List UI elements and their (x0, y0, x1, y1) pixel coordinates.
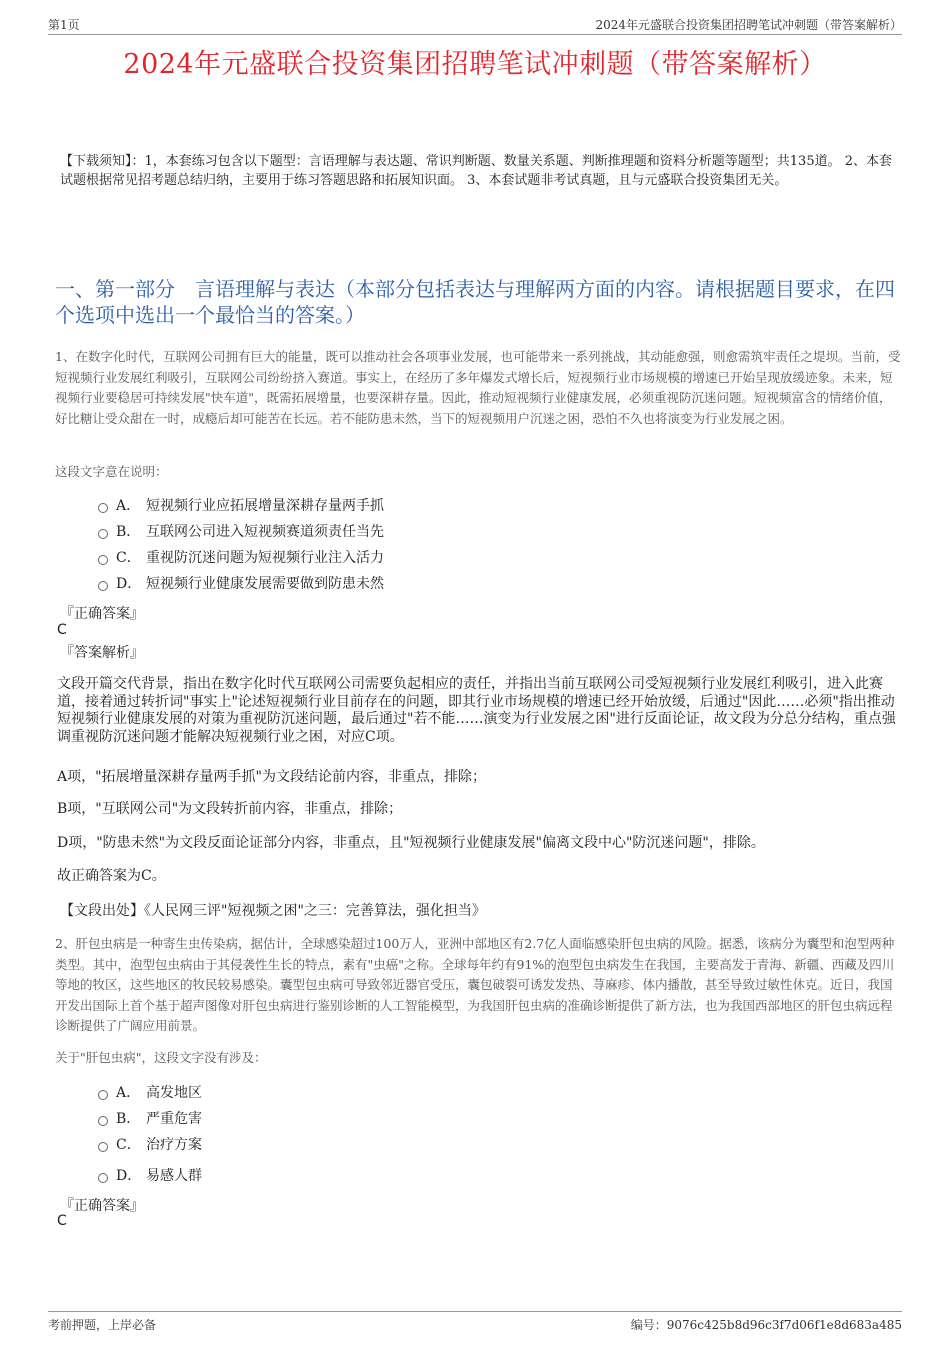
radio-icon[interactable] (98, 1173, 108, 1183)
answer-analysis: 文段开篇交代背景，指出在数字化时代互联网公司需要负起相应的责任，并指出当前互联网公司受短视频行业发展红利吸引，进入此赛道，接着通过转折词"事实上"论述短视频行业目前存在的问题，即其行业市场规模的增速已经开始放缓，后通过"因此……必须"指出推动短视频行业健康发展的对策为重视防沉迷问题，最后通过"若不能……演变为行业发展之困"进行反面论证，故文段为分总分结构，重点强调重视防沉迷问题才能解决短视频行业之困，对应C项。 (57, 676, 896, 745)
radio-icon[interactable] (98, 555, 108, 565)
radio-icon[interactable] (98, 1116, 108, 1126)
page-header (48, 14, 902, 35)
answer-label: 『正确答案』 (60, 1198, 144, 1214)
q2-option-c[interactable]: C． 治疗方案 (98, 1134, 202, 1156)
footer-doc-id: 编号：9076c425b8d96c3f7d06f1e8d683a485 (630, 1318, 902, 1332)
answer-label: 『正确答案』 (60, 606, 144, 622)
radio-icon[interactable] (98, 581, 108, 591)
answer-value: C (57, 622, 67, 638)
question-1-prompt: 这段文字意在说明： (55, 464, 168, 479)
q1-option-b[interactable]: B． 互联网公司进入短视频赛道须责任当先 (98, 521, 384, 543)
radio-icon[interactable] (98, 1090, 108, 1100)
option-d-note: D项，"防患未然"为文段反面论证部分内容，非重点，且"短视频行业健康发展"偏离文段中心"防沉迷问题"，排除。 (57, 835, 765, 851)
option-b-note: B项，"互联网公司"为文段转折前内容，非重点，排除； (57, 801, 403, 817)
question-2-prompt-block (55, 1048, 902, 1066)
q1-option-a[interactable]: A． 短视频行业应拓展增量深耕存量两手抓 (98, 495, 384, 517)
footer-slogan: 考前押题，上岸必备 (48, 1318, 157, 1332)
question-2-prompt: 关于"肝包虫病"，这段文字没有涉及： (55, 1050, 267, 1065)
question-2-text: 2、肝包虫病是一种寄生虫传染病，据估计，全球感染超过100万人，亚洲中部地区有2.7亿人面临感染肝包虫病的风险。据悉，该病分为囊型和泡型两种类型。其中，泡型包虫病由于其侵袭性生长的特点，素有"虫癌"之称。全球每年约有91%的泡型包虫病发生在我国，主要高发于青海、新疆、西藏及四川等地的牧区，这些地区的牧民较易感染。囊型包虫病可导致邻近器官受压，囊包破裂可诱发发热、荨麻疹、体内播散，甚至导致过敏性休克。近日，我国开发出国际上首个基于超声图像对肝包虫病进行鉴别诊断的人工智能模型，为我国肝包虫病的准确诊断提供了新方法，也为我国西部地区的肝包虫病远程诊断提供了广阔应用前景。 (55, 936, 895, 1033)
q1-option-c[interactable]: C． 重视防沉迷问题为短视频行业注入活力 (98, 547, 384, 569)
q2-option-d[interactable]: D． 易感人群 (98, 1165, 202, 1187)
option-a-note: A项，"拓展增量深耕存量两手抓"为文段结论前内容，非重点，排除； (57, 769, 486, 785)
question-1-prompt-block (55, 462, 902, 480)
radio-icon[interactable] (98, 503, 108, 513)
answer-value: C (57, 1213, 67, 1229)
question-1-text: 1、在数字化时代，互联网公司拥有巨大的能量，既可以推动社会各项事业发展，也可能带来一系列挑战，其动能愈强，则愈需筑牢责任之堤坝。当前，受短视频行业发展红利吸引，互联网公司纷纷挤入赛道。事实上，在经历了多年爆发式增长后，短视频行业市场规模的增速已开始呈现放缓迹象。未来，短视频行业要稳居可持续发展"快车道"，既需拓展增量，也要深耕存量。因此，推动短视频行业健康发展，必须重视防沉迷问题。短视频富含的情绪价值，好比糖让受众甜在一时，成瘾后却可能苦在长远。若不能防患未然，当下的短视频用户沉迷之困，恐怕不久也将演变为行业发展之困。 (55, 349, 901, 426)
section-title: 一、第一部分 言语理解与表达（本部分包括表达与理解两方面的内容。请根据题目要求，在四个选项中选出一个最恰当的答案。） (55, 277, 895, 327)
header-doc-title: 2024年元盛联合投资集团招聘笔试冲刺题（带答案解析） (595, 18, 902, 32)
page-footer (48, 1311, 902, 1334)
q2-option-b[interactable]: B． 严重危害 (98, 1108, 202, 1130)
download-notice: 【下载须知】：1，本套练习包含以下题型：言语理解与表达题、常识判断题、数量关系题、判断推理题和资料分析题等题型；共135道。 2、本套试题根据常见招考题总结归纳，主要用于练习答题思路和拓展知识面。 3、本套试题非考试真题，且与元盛联合投资集团无关。 (60, 154, 892, 188)
q2-option-a[interactable]: A． 高发地区 (98, 1082, 202, 1104)
question-1 (55, 347, 902, 429)
radio-icon[interactable] (98, 1142, 108, 1152)
radio-icon[interactable] (98, 529, 108, 539)
conclusion: 故正确答案为C。 (57, 868, 166, 884)
page-number: 第1页 (48, 18, 80, 32)
q1-option-d[interactable]: D． 短视频行业健康发展需要做到防患未然 (98, 573, 384, 595)
text-source: 【文段出处】《人民网三评"短视频之困"之三：完善算法，强化担当》 (60, 903, 486, 919)
question-2 (55, 934, 902, 1037)
page-title: 2024年元盛联合投资集团招聘笔试冲刺题（带答案解析） (123, 49, 827, 80)
analysis-label: 『答案解析』 (60, 645, 144, 661)
